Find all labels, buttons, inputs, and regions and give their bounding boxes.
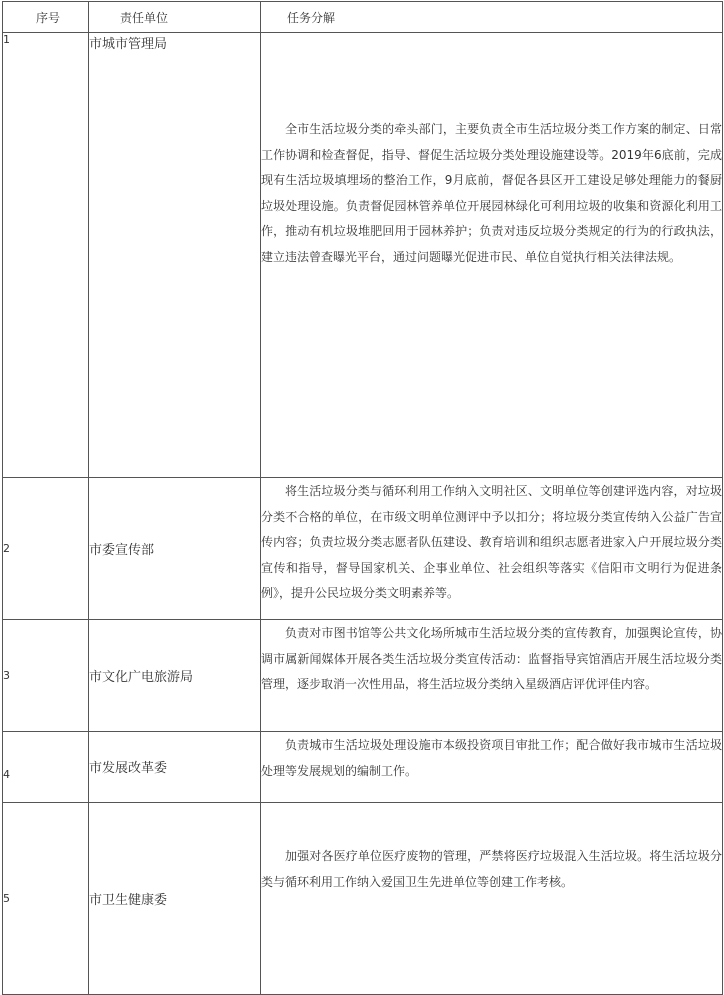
responsible-unit: 市城市管理局 [89,33,261,478]
task-text: 负责对市图书馆等公共文化场所城市生活垃圾分类的宣传教育，加强舆论宣传，协调市属新闻媒体开展各类生活垃圾分类宣传活动：监督指导宾馆酒店开展生活垃圾分类管理，逐步取消一次性用品，将生活垃圾分类纳入星级酒店评优评佳内容。 [261,626,722,692]
table-row [3,620,723,732]
task-text: 全市生活垃圾分类的牵头部门，主要负责全市生活垃圾分类工作方案的制定、日常工作协调和检查督促，指导、督促生活垃圾分类处理设施建设等。2019年6底前，完成现有生活垃圾填埋场的整治工作，9月底前，督促各县区开工建设足够处理能力的餐厨垃圾处理设施。负责督促园林管养单位开展园林绿化可利用垃圾的收集和资源化利用工作，推动有机垃圾堆肥回用于园林养护；负责对违反垃圾分类规定的行为的行政执法，建立违法曾查曝光平台，通过问题曝光促进市民、单位自觉执行相关法律法规。 [261,122,722,264]
task-cell [261,732,723,803]
column-header-no: 序号 [3,2,89,33]
row-number: 1 [3,33,89,478]
column-header-unit: 责任单位 [89,2,261,33]
responsible-unit: 市发展改革委 [89,732,261,803]
table-row [3,33,723,478]
task-text: 加强对各医疗单位医疗废物的管理，严禁将医疗垃圾混入生活垃圾。将生活垃圾分类与循环利用工作纳入爱国卫生先进单位等创建工作考核。 [261,849,722,889]
task-cell [261,803,723,995]
task-text: 将生活垃圾分类与循环利用工作纳入文明社区、文明单位等创建评选内容，对垃圾分类不合格的单位，在市级文明单位测评中予以扣分；将垃圾分类宣传纳入公益广告宣传内容；负责垃圾分类志愿者队伍建设、教育培训和组织志愿者进家入户开展垃圾分类宣传和指导，督导国家机关、企事业单位、社会组织等落实《信阳市文明行为促进条例》，提升公民垃圾分类文明素养等。 [261,484,722,601]
task-text: 负责城市生活垃圾处理设施市本级投资项目审批工作；配合做好我市城市生活垃圾处理等发展规划的编制工作。 [261,738,722,778]
row-number: 2 [3,478,89,620]
column-header-task: 任务分解 [261,2,723,33]
table-row [3,803,723,995]
duty-table [2,1,723,995]
responsible-unit: 市卫生健康委 [89,803,261,995]
responsible-unit: 市文化广电旅游局 [89,620,261,732]
task-cell [261,620,723,732]
row-number: 5 [3,803,89,995]
table-row [3,732,723,803]
table-row [3,478,723,620]
task-cell [261,33,723,478]
row-number: 4 [3,732,89,803]
task-cell [261,478,723,620]
table-header-row [3,2,723,33]
responsible-unit: 市委宣传部 [89,478,261,620]
row-number: 3 [3,620,89,732]
